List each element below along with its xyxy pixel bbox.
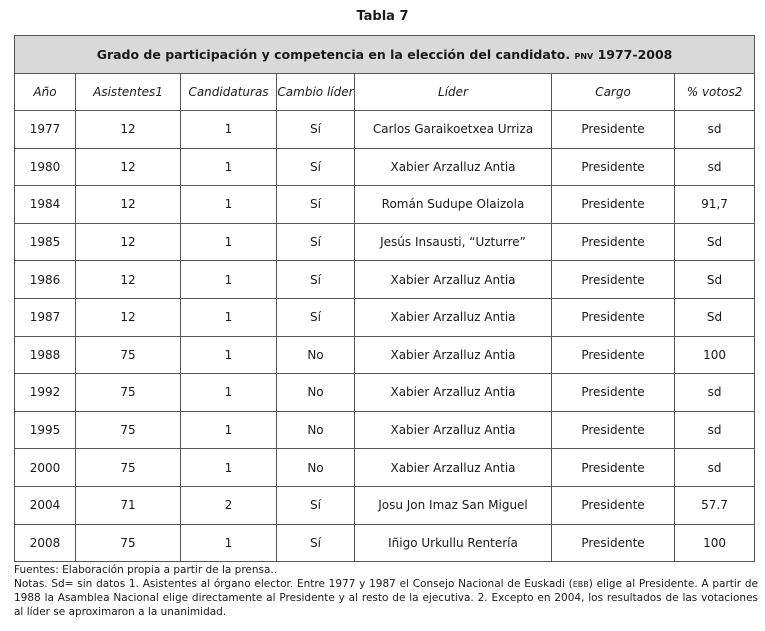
cell-cargo: Presidente: [552, 374, 675, 412]
cell-candidaturas: 1: [181, 223, 277, 261]
caption-party: pnv: [574, 49, 594, 62]
cell-votos: Sd: [675, 223, 755, 261]
cell-cambio: No: [277, 449, 355, 487]
cell-cambio: No: [277, 336, 355, 374]
cell-candidaturas: 1: [181, 111, 277, 149]
table-body: [15, 111, 755, 562]
cell-anio: 1995: [15, 411, 76, 449]
notes-text-2: ) elige al Presidente. A partir de 1988 la Asamblea Nacional elige directamente al Presidente y al resto de la ejecutiva. 2. Excepto en 2004, los resultados de las votaciones al líder se aproximaron a la unanimidad.: [14, 578, 758, 618]
cell-anio: 1977: [15, 111, 76, 149]
cell-candidaturas: 2: [181, 486, 277, 524]
cell-asistentes: 71: [76, 486, 181, 524]
table-notes: [14, 563, 758, 619]
cell-lider: Xabier Arzalluz Antia: [355, 336, 552, 374]
cell-votos: 57.7: [675, 486, 755, 524]
data-table: [14, 35, 755, 562]
cell-asistentes: 12: [76, 261, 181, 299]
cell-anio: 1987: [15, 298, 76, 336]
cell-votos: sd: [675, 148, 755, 186]
cell-lider: Iñigo Urkullu Rentería: [355, 524, 552, 562]
cell-cargo: Presidente: [552, 298, 675, 336]
cell-votos: 100: [675, 336, 755, 374]
cell-cargo: Presidente: [552, 524, 675, 562]
cell-candidaturas: 1: [181, 374, 277, 412]
cell-cambio: Sí: [277, 298, 355, 336]
cell-lider: Xabier Arzalluz Antia: [355, 449, 552, 487]
caption-text: Grado de participación y competencia en la elección del candidato.: [96, 47, 571, 62]
notes-paragraph: [14, 577, 758, 619]
table-row: [15, 261, 755, 299]
table-row: [15, 411, 755, 449]
cell-cambio: Sí: [277, 524, 355, 562]
cell-lider: Xabier Arzalluz Antia: [355, 298, 552, 336]
caption-row: [15, 36, 755, 74]
cell-candidaturas: 1: [181, 336, 277, 374]
cell-anio: 1980: [15, 148, 76, 186]
sources-note: Fuentes: Elaboración propia a partir de la prensa..: [14, 564, 278, 576]
cell-anio: 1985: [15, 223, 76, 261]
cell-lider: Xabier Arzalluz Antia: [355, 374, 552, 412]
cell-anio: 1986: [15, 261, 76, 299]
cell-votos: Sd: [675, 298, 755, 336]
table-row: [15, 449, 755, 487]
cell-votos: sd: [675, 449, 755, 487]
cell-cargo: Presidente: [552, 486, 675, 524]
cell-lider: Xabier Arzalluz Antia: [355, 148, 552, 186]
cell-votos: 100: [675, 524, 755, 562]
table-row: [15, 148, 755, 186]
cell-cargo: Presidente: [552, 411, 675, 449]
column-header-candidaturas: Candidaturas: [181, 74, 277, 111]
cell-anio: 1988: [15, 336, 76, 374]
cell-cambio: No: [277, 374, 355, 412]
cell-cambio: Sí: [277, 486, 355, 524]
cell-cargo: Presidente: [552, 148, 675, 186]
cell-candidaturas: 1: [181, 298, 277, 336]
cell-cargo: Presidente: [552, 261, 675, 299]
cell-candidaturas: 1: [181, 148, 277, 186]
cell-asistentes: 75: [76, 449, 181, 487]
cell-cambio: Sí: [277, 261, 355, 299]
cell-cambio: Sí: [277, 111, 355, 149]
cell-cambio: Sí: [277, 223, 355, 261]
cell-cargo: Presidente: [552, 336, 675, 374]
column-header-cargo: Cargo: [552, 74, 675, 111]
cell-votos: sd: [675, 111, 755, 149]
cell-asistentes: 75: [76, 411, 181, 449]
cell-candidaturas: 1: [181, 411, 277, 449]
cell-lider: Carlos Garaikoetxea Urriza: [355, 111, 552, 149]
cell-asistentes: 12: [76, 298, 181, 336]
cell-anio: 1984: [15, 186, 76, 224]
cell-anio: 2004: [15, 486, 76, 524]
cell-votos: sd: [675, 411, 755, 449]
cell-cargo: Presidente: [552, 449, 675, 487]
cell-candidaturas: 1: [181, 261, 277, 299]
table-caption: [15, 36, 755, 74]
cell-cargo: Presidente: [552, 111, 675, 149]
column-header-asistentes: Asistentes1: [76, 74, 181, 111]
table-row: [15, 486, 755, 524]
cell-asistentes: 12: [76, 186, 181, 224]
cell-anio: 2000: [15, 449, 76, 487]
cell-cambio: Sí: [277, 186, 355, 224]
notes-abbr: ebb: [572, 577, 589, 590]
cell-votos: sd: [675, 374, 755, 412]
table-title: Tabla 7: [356, 9, 409, 24]
cell-cargo: Presidente: [552, 186, 675, 224]
cell-votos: Sd: [675, 261, 755, 299]
cell-cambio: No: [277, 411, 355, 449]
caption-years: 1977-2008: [597, 47, 673, 62]
column-header-votos: % votos2: [675, 74, 755, 111]
cell-candidaturas: 1: [181, 524, 277, 562]
cell-asistentes: 75: [76, 524, 181, 562]
cell-asistentes: 12: [76, 111, 181, 149]
cell-asistentes: 12: [76, 148, 181, 186]
column-header-lider: Líder: [355, 74, 552, 111]
cell-lider: Xabier Arzalluz Antia: [355, 261, 552, 299]
cell-asistentes: 75: [76, 374, 181, 412]
cell-anio: 2008: [15, 524, 76, 562]
cell-asistentes: 12: [76, 223, 181, 261]
cell-candidaturas: 1: [181, 186, 277, 224]
column-header-cambio-lider: Cambio líder: [277, 74, 355, 111]
cell-lider: Josu Jon Imaz San Miguel: [355, 486, 552, 524]
table-row: [15, 111, 755, 149]
cell-anio: 1992: [15, 374, 76, 412]
header-row: [15, 74, 755, 111]
table-row: [15, 298, 755, 336]
table-row: [15, 336, 755, 374]
table-row: [15, 374, 755, 412]
cell-votos: 91,7: [675, 186, 755, 224]
cell-lider: Román Sudupe Olaizola: [355, 186, 552, 224]
table-row: [15, 223, 755, 261]
cell-cargo: Presidente: [552, 223, 675, 261]
notes-text-1: Notas. Sd= sin datos 1. Asistentes al órgano elector. Entre 1977 y 1987 el Consejo Nacional de Euskadi (: [14, 578, 573, 590]
cell-cambio: Sí: [277, 148, 355, 186]
column-header-anio: Año: [15, 74, 76, 111]
table-row: [15, 186, 755, 224]
cell-asistentes: 75: [76, 336, 181, 374]
cell-lider: Jesús Insausti, “Uzturre”: [355, 223, 552, 261]
cell-lider: Xabier Arzalluz Antia: [355, 411, 552, 449]
table-row: [15, 524, 755, 562]
cell-candidaturas: 1: [181, 449, 277, 487]
